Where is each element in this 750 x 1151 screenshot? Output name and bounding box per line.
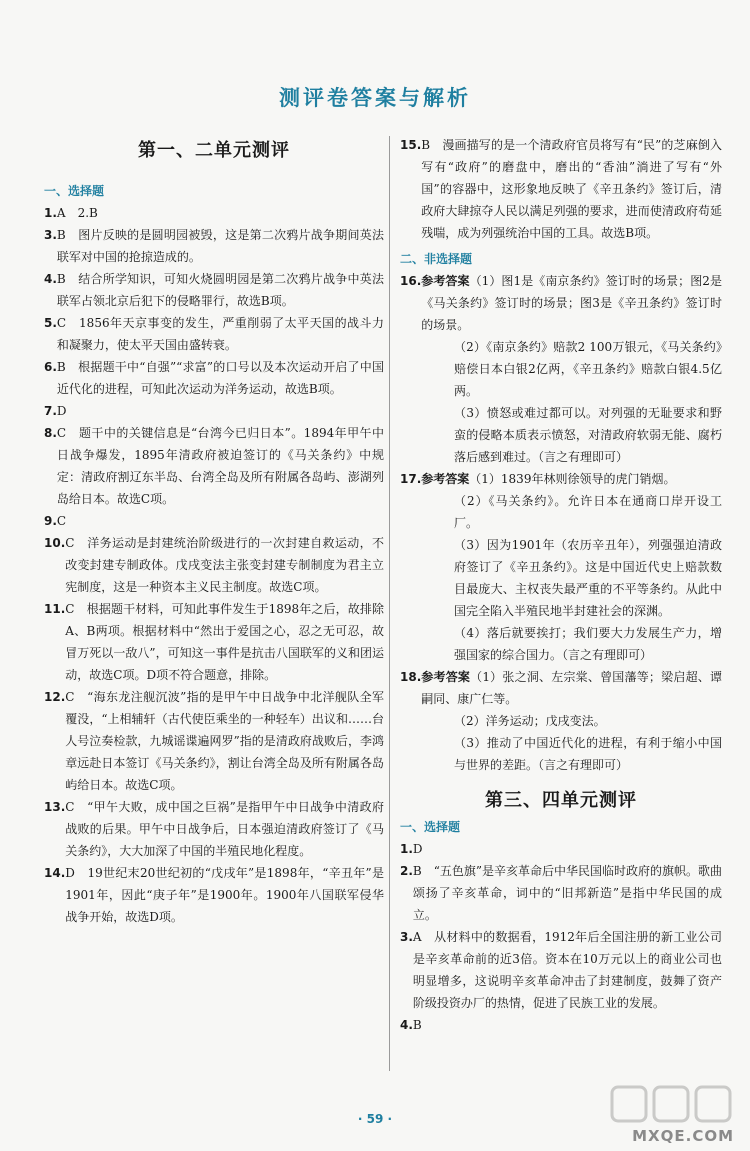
- answer-part-3: （3）因为1901年（农历辛丑年），列强强迫清政府签订了《辛丑条约》。这是中国近代史上赔款数目最庞大、主权丧失最严重的不平等条约。从此中国完全陷入半殖民地半封建社会的深渊。: [454, 538, 722, 618]
- item-number: 18.: [400, 670, 422, 684]
- page-number: · 59 ·: [357, 1112, 393, 1126]
- item-text: B 根据题干中“自强”“求富”的口号以及本次运动开启了中国近代化的进程，可知此次运动为洋务运动，故选B项。: [56, 360, 384, 396]
- answer-item: [400, 838, 722, 860]
- column-divider: [389, 136, 390, 1071]
- item-text: B “五色旗”是辛亥革命后中华民国临时政府的旗帜。歌曲颂扬了辛亥革命，词中的“旧邦新造”是指中华民国的成立。: [412, 864, 723, 922]
- answer-item: [44, 312, 384, 356]
- answer-item: [44, 796, 384, 862]
- item-number: 5.: [44, 316, 57, 330]
- answer-item: [44, 598, 384, 686]
- watermark-text: MXQE.COM: [632, 1127, 734, 1145]
- item-number: 2.: [400, 864, 413, 878]
- answer-item: [400, 1014, 722, 1036]
- item-number: 11.: [44, 602, 66, 616]
- item-text: B 漫画描写的是一个清政府官员将写有“民”的芝麻倒入写有“政府”的磨盘中，磨出的“香油”淌进了写有“外国”的容器中，这形象地反映了《辛丑条约》签订后，清政府大肆掠夺人民以满足列强的要求，进而使清政府苟延残喘，成为列强统治中国的工具。故选B项。: [421, 138, 722, 240]
- item-number: 1.: [400, 842, 413, 856]
- answer-item: [44, 268, 384, 312]
- item-text: D: [56, 404, 67, 418]
- answer-item: [44, 510, 384, 532]
- item-text: C 根据题干材料，可知此事件发生于1898年之后，故排除A、B两项。根据材料中“然出于爱国之心，忍之无可忍，故冒万死以一敌八”，可知这一事件是抗击八国联军的义和团运动，故选C项。D项不符合题意，排除。: [65, 602, 384, 682]
- item-number: 15.: [400, 138, 422, 152]
- item-text: C “海东龙注舰沉波”指的是甲午中日战争中北洋舰队全军覆没，“上相辅轩（古代使臣乘坐的一种轻车）出议和……台人号泣奏检款，九城谣谍遍网罗”指的是清政府战败后，李鸿章远赴日本签订《马关条约》，割让台湾全岛及所有附属各岛屿给日本。故选C项。: [65, 690, 384, 792]
- page-title: 测评卷答案与解析: [279, 85, 471, 110]
- answer-item: [44, 400, 384, 422]
- item-number: 4.: [400, 1018, 413, 1032]
- item-text: D: [412, 842, 423, 856]
- answer-part-4: （4）落后就要挨打；我们要大力发展生产力，增强国家的综合国力。（言之有理即可）: [454, 626, 722, 662]
- item-text: C: [56, 514, 67, 528]
- item-number: 8.: [44, 426, 57, 440]
- answer-tag: 参考答案: [421, 274, 470, 288]
- section-heading-non-choice: 二、非选择题: [400, 252, 473, 266]
- item-number: 7.: [44, 404, 57, 418]
- answer-item: [44, 862, 384, 928]
- item-number: 12.: [44, 690, 66, 704]
- item-number: 4.: [44, 272, 57, 286]
- unit-title-3-4: 第三、四单元测评: [485, 790, 637, 811]
- item-text: A 2.B: [56, 206, 98, 220]
- answer-item-18: [400, 666, 722, 710]
- left-answer-list: [44, 202, 384, 928]
- answer-item: [44, 686, 384, 796]
- item-number: 1.: [44, 206, 57, 220]
- item-number: 13.: [44, 800, 66, 814]
- item-number: 3.: [400, 930, 413, 944]
- answer-item-16: [400, 270, 722, 336]
- item-text: B 图片反映的是圆明园被毁，这是第二次鸦片战争期间英法联军对中国的抢掠造成的。: [56, 228, 384, 264]
- item-text: C 1856年天京事变的发生，严重削弱了太平天国的战斗力和凝聚力，使太平天国由盛转衰。: [56, 316, 384, 352]
- answer-item: [44, 532, 384, 598]
- section-heading-choice: 一、选择题: [44, 184, 105, 198]
- answer-tag: 参考答案: [421, 472, 470, 486]
- answer-part-2: （2）《南京条约》赔款2 100万银元，《马关条约》赔偿日本白银2亿两，《辛丑条约》赔款白银4.5亿两。: [454, 340, 722, 398]
- answer-item: [400, 926, 722, 1014]
- item-number: 9.: [44, 514, 57, 528]
- answer-tag: 参考答案: [421, 670, 471, 684]
- answer-item-15: [400, 134, 722, 244]
- item-text: C 洋务运动是封建统治阶级进行的一次封建自救运动，不改变封建专制政体。戊戌变法主张变封建专制制度为君主立宪制度，这是一种资本主义民主制度。故选C项。: [65, 536, 384, 594]
- section-heading-choice-2: 一、选择题: [400, 820, 461, 834]
- right-answer-list: [400, 838, 722, 1036]
- answer-item: [400, 860, 722, 926]
- answer-item: [44, 422, 384, 510]
- item-text: B: [412, 1018, 422, 1032]
- answer-part-2: （2）《马关条约》。允许日本在通商口岸开设工厂。: [454, 494, 722, 530]
- item-text: B 结合所学知识，可知火烧圆明园是第二次鸦片战争中英法联军占领北京后犯下的侵略罪行，故选B项。: [56, 272, 384, 308]
- item-number: 16.: [400, 274, 422, 288]
- item-number: 6.: [44, 360, 57, 374]
- answer-part-1: （1）图1是《南京条约》签订时的场景；图2是《马关条约》签订时的场景；图3是《辛丑条约》签订时的场景。: [421, 274, 722, 332]
- answer-item: [44, 356, 384, 400]
- item-text: D 19世纪末20世纪初的“戊戌年”是1898年，“辛丑年”是1901年，因此“庚子年”是1900年。1900年八国联军侵华战争开始，故选D项。: [65, 866, 384, 924]
- unit-title-1-2: 第一、二单元测评: [138, 140, 290, 161]
- answer-part-1: （1）1839年林则徐领导的虎门销烟。: [469, 472, 676, 486]
- answer-item-17: [400, 468, 722, 490]
- item-text: C “甲午大败，成中国之巨祸”是指甲午中日战争中清政府战败的后果。甲午中日战争后，日本强迫清政府签订了《马关条约》，大大加深了中国的半殖民地化程度。: [65, 800, 384, 858]
- left-column: [44, 134, 384, 928]
- answer-part-3: （3）愤怒或难过都可以。对列强的无耻要求和野蛮的侵略本质表示愤怒，对清政府软弱无能、腐朽落后感到难过。（言之有理即可）: [454, 406, 722, 464]
- right-column: [400, 134, 722, 1036]
- item-text: A 从材料中的数据看，1912年后全国注册的新工业公司是辛亥革命前的近3倍。资本在10万元以上的商业公司也明显增多，这说明辛亥革命冲击了封建制度，鼓舞了资产阶级投资办厂的热情，促进了民族工业的发展。: [412, 930, 722, 1010]
- item-text: C 题干中的关键信息是“台湾今已归日本”。1894年甲午中日战争爆发，1895年清政府被迫签订的《马关条约》中规定：清政府割辽东半岛、台湾全岛及所有附属各岛屿、澎湖列岛给日本。故选C项。: [56, 426, 384, 506]
- answer-part-2: （2）洋务运动；戊戌变法。: [454, 714, 606, 728]
- item-number: 3.: [44, 228, 57, 242]
- item-number: 17.: [400, 472, 422, 486]
- answer-item: [44, 224, 384, 268]
- answer-item: [44, 202, 384, 224]
- answer-part-3: （3）推动了中国近代化的进程，有利于缩小中国与世界的差距。（言之有理即可）: [454, 736, 722, 772]
- answer-part-1: （1）张之洞、左宗棠、曾国藩等；梁启超、谭嗣同、康广仁等。: [421, 670, 722, 706]
- item-number: 14.: [44, 866, 66, 880]
- item-number: 10.: [44, 536, 66, 550]
